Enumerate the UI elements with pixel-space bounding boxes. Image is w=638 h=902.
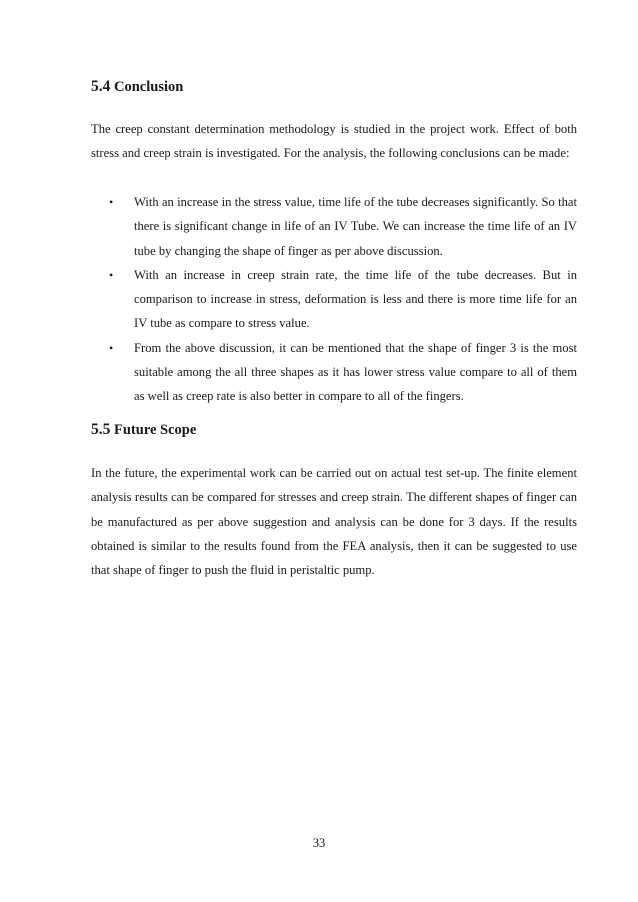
bullet-text: With an increase in creep strain rate, the time life of the tube decreases. But in comparison to increase in stress, deformation is less and there is more time life for an IV tube as compare to stress value.: [134, 267, 577, 331]
section-heading-conclusion: [91, 78, 183, 96]
section-number: 5.4: [91, 78, 111, 95]
bullet-text: From the above discussion, it can be mentioned that the shape of finger 3 is the most suitable among the all three shapes as it has lower stress value compare to all of them as well as creep rate is also better in compare to all of the fingers.: [134, 340, 577, 404]
conclusion-bullet-list: [91, 190, 577, 409]
list-item: [91, 190, 577, 263]
future-scope-paragraph: In the future, the experimental work can be carried out on actual test set-up. The finite element analysis results can be compared for stresses and creep strain. The different shapes of finger can be manufactured as per above suggestion and analysis can be done for 3 days. If the results obtained is similar to the results found from the FEA analysis, then it can be suggested to use that shape of finger to push the fluid in peristaltic pump.: [91, 466, 577, 578]
bullet-text: With an increase in the stress value, time life of the tube decreases significantly. So that there is significant change in life of an IV Tube. We can increase the time life of an IV tube by changing the shape of finger as per above discussion.: [134, 195, 577, 258]
list-item: [91, 336, 577, 409]
section-title: Future Scope: [114, 422, 197, 438]
conclusion-intro-paragraph: The creep constant determination methodology is studied in the project work. Effect of both stress and creep strain is investigated. For the analysis, the following conclusions can be made:: [91, 122, 577, 161]
bullet-icon: •: [109, 340, 114, 355]
section-title: Conclusion: [114, 79, 184, 95]
list-item: [91, 263, 577, 336]
bullet-icon: •: [109, 267, 114, 282]
section-number: 5.5: [91, 421, 111, 438]
bullet-icon: •: [109, 195, 114, 209]
section-heading-future-scope: [91, 421, 196, 439]
page-number: 33: [312, 836, 326, 850]
